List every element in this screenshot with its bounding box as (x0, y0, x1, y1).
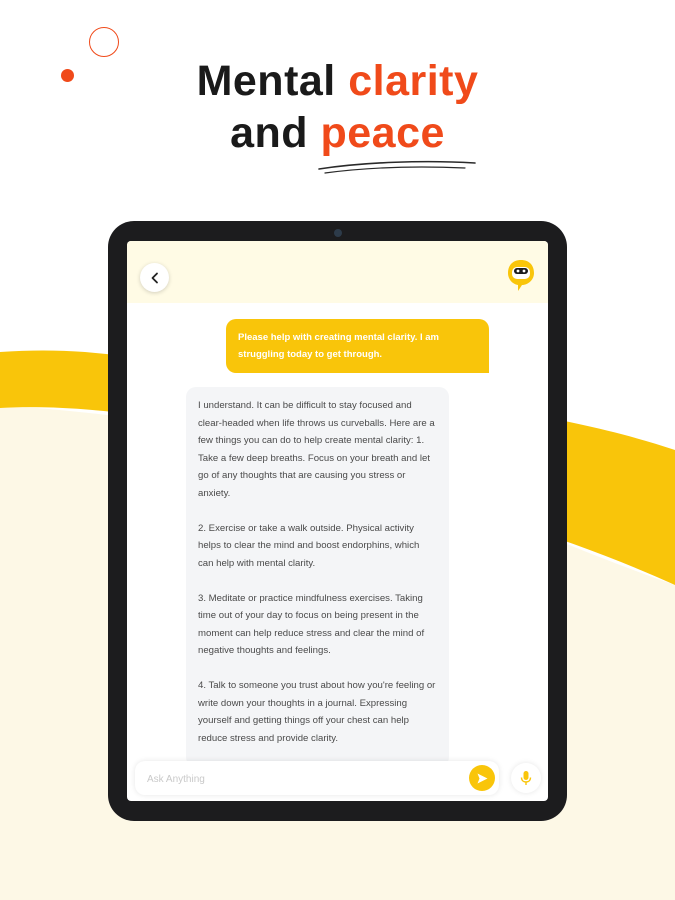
send-icon (476, 772, 489, 785)
microphone-button[interactable] (511, 763, 541, 793)
chat-header (127, 241, 548, 303)
chat-screen (127, 241, 548, 801)
headline-accent-clarity: clarity (348, 57, 479, 105)
scribble-underline (315, 157, 480, 177)
chevron-left-icon (149, 272, 161, 284)
headline-text: Mental (196, 57, 349, 105)
send-button[interactable] (469, 765, 495, 791)
headline-accent-peace: peace (320, 109, 445, 157)
bot-message-paragraph: 4. Talk to someone you trust about how you're feeling or write down your thoughts in a journal. Expressing yourself and getting things off your chest can help reduce stress and provide clarity. (198, 680, 436, 744)
headline-line-1 (0, 55, 675, 107)
tablet-device (108, 221, 567, 821)
user-message-bubble: Please help with creating mental clarity. I am struggling today to get through. (226, 319, 489, 373)
robot-avatar-icon (506, 258, 536, 292)
message-input[interactable] (145, 769, 449, 789)
bot-message-bubble (186, 387, 449, 767)
headline-text: and (230, 109, 321, 157)
back-button[interactable] (140, 263, 169, 292)
camera-icon (334, 229, 342, 237)
message-input-bar (135, 761, 499, 795)
bot-message-paragraph: I understand. It can be difficult to stay focused and clear-headed when life throws us curveballs. Here are a few things you can do to help create mental clarity: 1. Take a few deep breaths. Focus on your breath and let go of any thoughts that are causing you stress or anxiety. (198, 400, 435, 499)
bot-message-paragraph: 3. Meditate or practice mindfulness exercises. Taking time out of your day to focus on being present in the moment can help reduce stress and clear the mind of negative thoughts and feelings. (198, 592, 425, 656)
decorative-ring (89, 27, 119, 57)
headline-line-2 (0, 107, 675, 159)
bot-message-paragraph: 2. Exercise or take a walk outside. Physical activity helps to clear the mind and boost endorphins, which can help with mental clarity. (198, 522, 420, 569)
microphone-icon (520, 770, 532, 786)
page-headline (0, 55, 675, 159)
